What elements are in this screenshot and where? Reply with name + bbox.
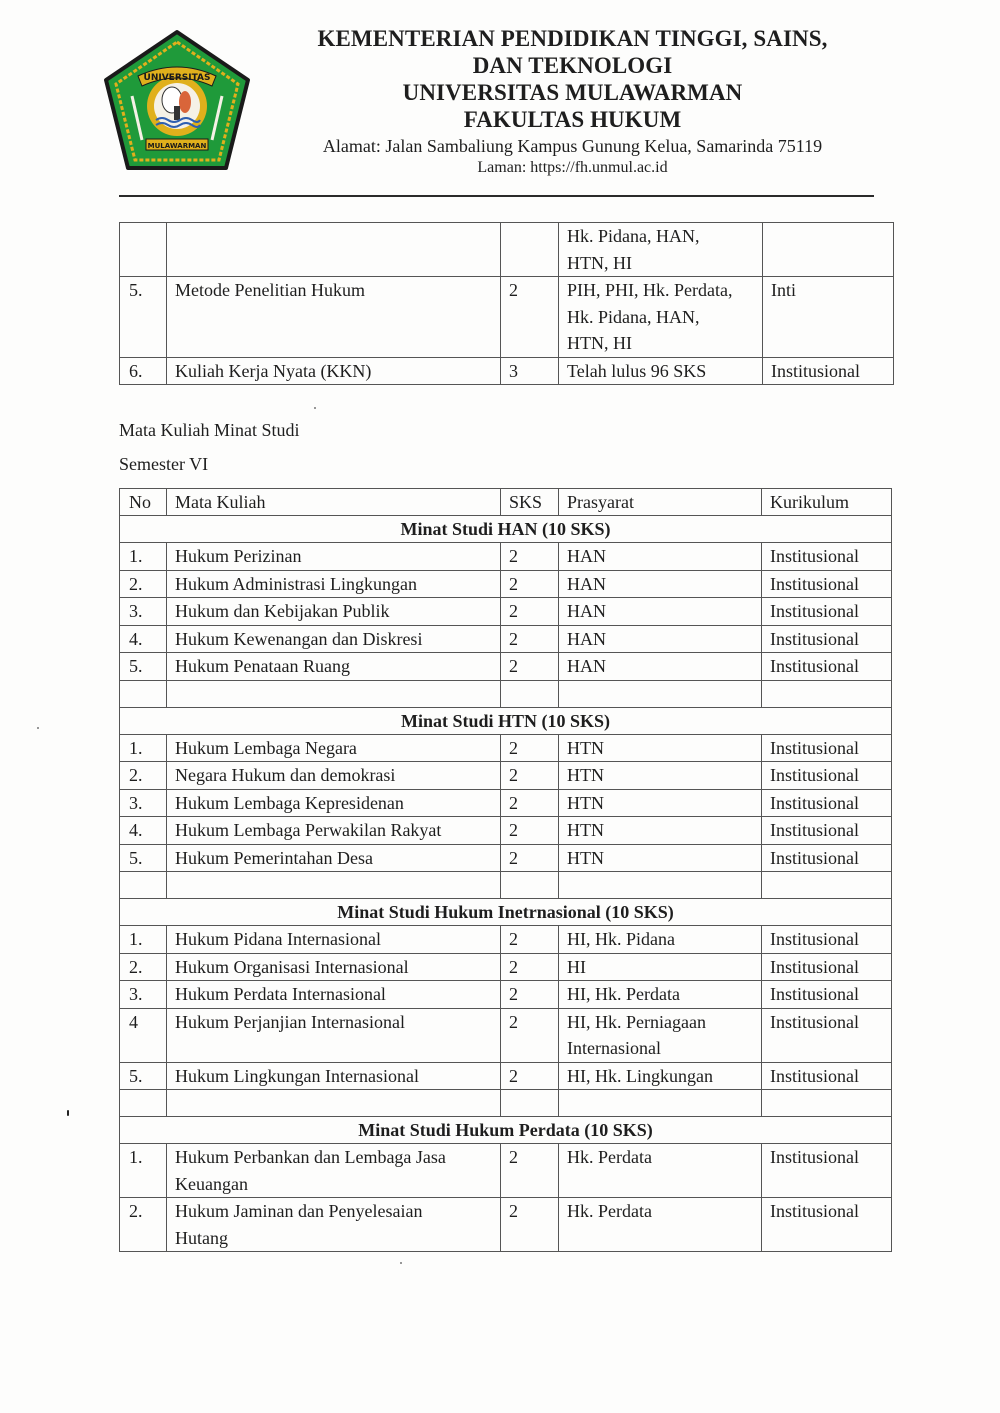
row-no: 2.	[120, 1198, 167, 1252]
curriculum-value: Institusional	[762, 598, 892, 626]
course-name: Hukum Jaminan dan Penyelesaian Hutang	[167, 1198, 501, 1252]
prereq-cell: HI, Hk. Perdata	[559, 981, 762, 1009]
group-title: Minat Studi HTN (10 SKS)	[120, 707, 892, 734]
sks-value: 2	[501, 1062, 559, 1090]
row-no: 5.	[120, 653, 167, 681]
prereq-cell: HAN	[559, 598, 762, 626]
table-row	[120, 653, 892, 681]
curriculum-value: Institusional	[762, 1144, 892, 1198]
prereq-cell: Hk. Pidana, HAN, HTN, HI	[559, 223, 763, 277]
course-name: Hukum Lembaga Perwakilan Rakyat	[167, 817, 501, 845]
group-title: Minat Studi Hukum Inetrnasional (10 SKS)	[120, 899, 892, 926]
sks-value: 2	[501, 1144, 559, 1198]
prereq-cell: Hk. Perdata	[559, 1198, 762, 1252]
curriculum-value: Institusional	[762, 981, 892, 1009]
row-no: 3.	[120, 598, 167, 626]
course-name: Hukum Lembaga Negara	[167, 734, 501, 762]
sks-value: 2	[501, 953, 559, 981]
group-header-row	[120, 516, 892, 543]
sks-value: 2	[501, 789, 559, 817]
group-title: Minat Studi HAN (10 SKS)	[120, 516, 892, 543]
table-row	[120, 1144, 892, 1198]
table-row	[120, 762, 892, 790]
curriculum-value: Institusional	[762, 1062, 892, 1090]
header-sks: SKS	[501, 489, 559, 516]
section-title: Mata Kuliah Minat Studi	[119, 420, 300, 440]
continued-course-table	[119, 222, 894, 385]
curriculum-value: Institusional	[762, 543, 892, 571]
course-name: Hukum Perjanjian Internasional	[167, 1008, 501, 1062]
header-no: No	[120, 489, 167, 516]
university-emblem-icon	[102, 28, 252, 176]
sks-value: 2	[501, 1008, 559, 1062]
prereq-cell: HTN	[559, 817, 762, 845]
course-name: Hukum Penataan Ruang	[167, 653, 501, 681]
course-name: Hukum Kewenangan dan Diskresi	[167, 625, 501, 653]
prereq-cell: HI, Hk. Perniagaan Internasional	[559, 1008, 762, 1062]
sks-value: 2	[501, 1198, 559, 1252]
sks-value: 2	[501, 543, 559, 571]
course-name: Hukum dan Kebijakan Publik	[167, 598, 501, 626]
row-no: 1.	[120, 1144, 167, 1198]
row-no: 2.	[120, 953, 167, 981]
prereq-cell: HAN	[559, 653, 762, 681]
row-no: 4.	[120, 625, 167, 653]
sks-value: 2	[501, 981, 559, 1009]
letterhead	[255, 25, 890, 178]
course-name: Hukum Lembaga Kepresidenan	[167, 789, 501, 817]
sks-value: 2	[501, 926, 559, 954]
group-header-row	[120, 899, 892, 926]
table-row: 5. Metode Penelitian Hukum 2 PIH, PHI, Hk. Perdata, Hk. Pidana, HAN, HTN, HI Inti	[120, 277, 894, 358]
prereq-cell: Hk. Perdata	[559, 1144, 762, 1198]
header-curriculum: Kurikulum	[762, 489, 892, 516]
spacer-row	[120, 1090, 892, 1117]
table-row	[120, 817, 892, 845]
course-name: Hukum Perizinan	[167, 543, 501, 571]
spacer-row	[120, 680, 892, 707]
row-no: 1.	[120, 543, 167, 571]
curriculum-value: Institusional	[762, 762, 892, 790]
curriculum-value: Institusional	[762, 817, 892, 845]
header-course: Mata Kuliah	[167, 489, 501, 516]
row-no: 2.	[120, 570, 167, 598]
curriculum-value: Institusional	[762, 570, 892, 598]
course-name: Hukum Perbankan dan Lembaga Jasa Keuangan	[167, 1144, 501, 1198]
course-name: Hukum Administrasi Lingkungan	[167, 570, 501, 598]
prereq-cell: HAN	[559, 625, 762, 653]
semester-label: Semester VI	[119, 454, 209, 474]
sks-value: 2	[501, 734, 559, 762]
ministry-name-cont: DAN TEKNOLOGI	[472, 53, 673, 78]
course-name: Hukum Pemerintahan Desa	[167, 844, 501, 872]
row-no: 1.	[120, 734, 167, 762]
prereq-cell: HI, Hk. Pidana	[559, 926, 762, 954]
table-row	[120, 844, 892, 872]
prereq-cell: HI	[559, 953, 762, 981]
minat-studi-table	[119, 488, 892, 1252]
course-name: Hukum Lingkungan Internasional	[167, 1062, 501, 1090]
curriculum-value: Institusional	[762, 653, 892, 681]
sks-value: 2	[501, 570, 559, 598]
course-name: Hukum Pidana Internasional	[167, 926, 501, 954]
table-row	[120, 789, 892, 817]
curriculum-value: Institusional	[762, 953, 892, 981]
group-title: Minat Studi Hukum Perdata (10 SKS)	[120, 1117, 892, 1144]
table-row	[120, 543, 892, 571]
website: Laman: https://fh.unmul.ac.id	[477, 159, 668, 176]
university-name: UNIVERSITAS MULAWARMAN	[402, 80, 743, 105]
curriculum-value: Institusional	[762, 625, 892, 653]
sks-value: 2	[501, 653, 559, 681]
table-row	[120, 926, 892, 954]
curriculum-value: Institusional	[762, 926, 892, 954]
curriculum-value: Institusional	[762, 789, 892, 817]
prereq-cell: HTN	[559, 734, 762, 762]
header-divider	[119, 195, 874, 197]
row-no: 3.	[120, 981, 167, 1009]
curriculum-value: Institusional	[762, 1198, 892, 1252]
prereq-cell: HAN	[559, 570, 762, 598]
table-row	[120, 625, 892, 653]
faculty-name: FAKULTAS HUKUM	[463, 107, 682, 132]
table-row	[120, 734, 892, 762]
table-row	[120, 981, 892, 1009]
prereq-cell: HI, Hk. Lingkungan	[559, 1062, 762, 1090]
course-name: Negara Hukum dan demokrasi	[167, 762, 501, 790]
svg-text:UNIVERSITAS: UNIVERSITAS	[143, 73, 211, 83]
address: Alamat: Jalan Sambaliung Kampus Gunung Kelua, Samarinda 75119	[322, 136, 823, 156]
prereq-cell: HTN	[559, 844, 762, 872]
table-row: 6. Kuliah Kerja Nyata (KKN) 3 Telah lulus 96 SKS Institusional	[120, 357, 894, 385]
table-row	[120, 953, 892, 981]
sks-value: 2	[501, 817, 559, 845]
table-row	[120, 598, 892, 626]
table-row	[120, 223, 894, 277]
prereq-cell: PIH, PHI, Hk. Perdata, Hk. Pidana, HAN, HTN, HI	[559, 277, 763, 358]
sks-value: 2	[501, 625, 559, 653]
table-row	[120, 1008, 892, 1062]
prereq-cell: HTN	[559, 789, 762, 817]
curriculum-value: Institusional	[762, 844, 892, 872]
course-name: Hukum Organisasi Internasional	[167, 953, 501, 981]
group-header-row	[120, 707, 892, 734]
course-name: Hukum Perdata Internasional	[167, 981, 501, 1009]
table-row	[120, 570, 892, 598]
spacer-row	[120, 872, 892, 899]
table-row	[120, 1062, 892, 1090]
row-no: 2.	[120, 762, 167, 790]
row-no: 5.	[120, 844, 167, 872]
row-no: 4	[120, 1008, 167, 1062]
curriculum-value: Institusional	[762, 734, 892, 762]
table-header-row	[120, 489, 892, 516]
header-prereq: Prasyarat	[559, 489, 762, 516]
row-no: 5.	[120, 1062, 167, 1090]
curriculum-value: Institusional	[762, 1008, 892, 1062]
table-row	[120, 1198, 892, 1252]
row-no: 3.	[120, 789, 167, 817]
group-header-row	[120, 1117, 892, 1144]
ministry-name: KEMENTERIAN PENDIDIKAN TINGGI, SAINS,	[317, 26, 828, 51]
svg-text:MULAWARMAN: MULAWARMAN	[147, 142, 207, 150]
sks-value: 2	[501, 844, 559, 872]
row-no: 4.	[120, 817, 167, 845]
sks-value: 2	[501, 762, 559, 790]
row-no: 1.	[120, 926, 167, 954]
sks-value: 2	[501, 598, 559, 626]
prereq-cell: HAN	[559, 543, 762, 571]
prereq-cell: HTN	[559, 762, 762, 790]
